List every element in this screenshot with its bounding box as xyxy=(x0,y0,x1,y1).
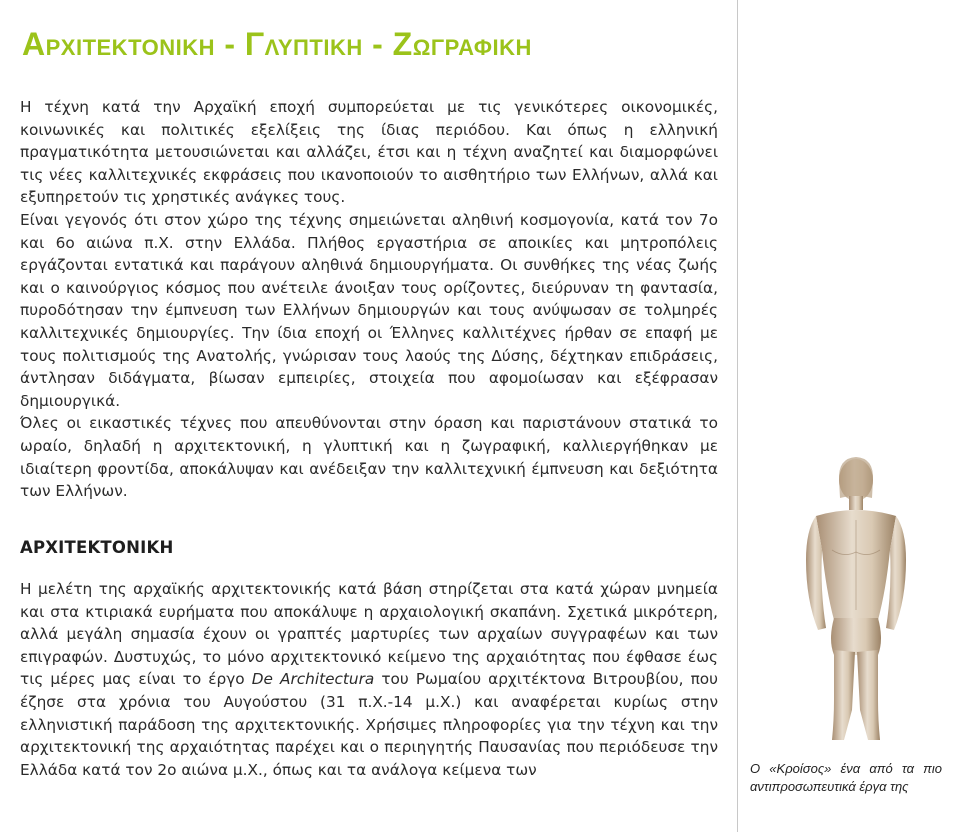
section-heading: ΑΡΧΙΤΕΚΤΟΝΙΚΗ xyxy=(20,538,174,557)
section-text-part: του Ρωμαίου αρχιτέκτονα Βιτρουβίου, που έζησε στα χρόνια του Αυγούστου (31 π.Χ.-14 μ.Χ.) και αναφέρεται κυρίως στην ελληνιστική παράδοση της αρχιτεκτονικής. Χρήσιμες πληροφορίες για την τέχνη και την αρχιτεκτονική της αρχαιότητας παρέχει και ο περιηγητής Παυσανίας που περιόδευσε την Ελλάδα κατά τον 2ο αιώνα μ.Χ., όπως και τα ανάλογα κείμενα των xyxy=(20,670,718,779)
intro-text xyxy=(20,96,718,503)
intro-paragraph: Είναι γεγονός ότι στον χώρο της τέχνης σημειώνεται αληθινή κοσμογονία, κατά τον 7ο και 6ο αιώνα π.Χ. στην Ελλάδα. Πλήθος εργαστήρια σε αποικίες και μητροπόλεις εργάζονται εντατικά και παράγουν αληθινά δημιουργήματα. Οι συνθήκες της νέας ζωής και ο καινούργιος κόσμος που ανέτειλε άνοιξαν τους ορίζοντες, διεύρυναν τη φαντασία, πυροδότησαν την έμπνευση των Ελλήνων δημιουργών και τους ανύψωσαν σε τολμηρές καλλιτεχνικές δημιουργίες. Την ίδια εποχή οι Έλληνες καλλιτέχνες ήρθαν σε επαφή με τους πολιτισμούς της Ανατολής, γνώρισαν τους λαούς της Δύσης, δέχτηκαν επιδράσεις, άντλησαν διδάγματα, βίωσαν εμπειρίες, στοιχεία που αφομοίωσαν και εξέφρασαν δημιουργικά. xyxy=(20,210,718,410)
section-paragraph xyxy=(20,578,718,781)
section-text xyxy=(20,578,718,781)
kouros-statue-image xyxy=(760,450,950,745)
section-text-part: Η μελέτη της αρχαϊκής αρχιτεκτονικής κατά βάση στηρίζεται στα κατά χώραν μνημεία και στα κτιριακά ευρήματα που αποκάλυψε η αρχαιολογική σκαπάνη. Σχετικά μικρότερη, αλλά μεγάλη σημασία έχουν οι γραπτές μαρτυρίες των αρχαίων συγγραφέων και των επιγραφών. Δυστυχώς, το μόνο αρχιτεκτονικό κείμενο της αρχαιότητας που έφθασε έως τις μέρες μας είναι το έργο xyxy=(20,580,718,689)
page-title: Αρχιτεκτονικη - Γλυπτικη - Ζωγραφικη xyxy=(22,26,532,62)
image-caption: Ο «Κροίσος» ένα από τα πιο αντιπροσωπευτικά έργα της xyxy=(750,761,942,794)
intro-paragraph: Η τέχνη κατά την Αρχαϊκή εποχή συμπορεύεται με τις γενικότερες οικονομικές, κοινωνικές και πολιτικές εξελίξεις της ίδιας περιόδου. Και όπως η ελληνική πραγματικότητα μετουσιώνεται και αλλάζει, έτσι και η τέχνη αναζητεί και διαμορφώνει τις νέες καλλιτεχνικές εκφράσεις που ικανοποιούν το αισθητήριο των Ελλήνων, αλλά και εξυπηρετούν τις χρηστικές ανάγκες τους. xyxy=(20,98,718,207)
column-divider xyxy=(737,0,738,832)
book-title: De Architectura xyxy=(251,670,375,689)
intro-paragraph: Όλες οι εικαστικές τέχνες που απευθύνονται στην όραση και παριστάνουν στατικά το ωραίο, δηλαδή η αρχιτεκτονική, η γλυπτική και η ζωγραφική, καλλιεργήθηκαν με ιδιαίτερη φροντίδα, αποκάλυψαν και ανέδειξαν την καλλιτεχνική έμπνευση και δεξιότητα των Ελλήνων. xyxy=(20,414,718,501)
